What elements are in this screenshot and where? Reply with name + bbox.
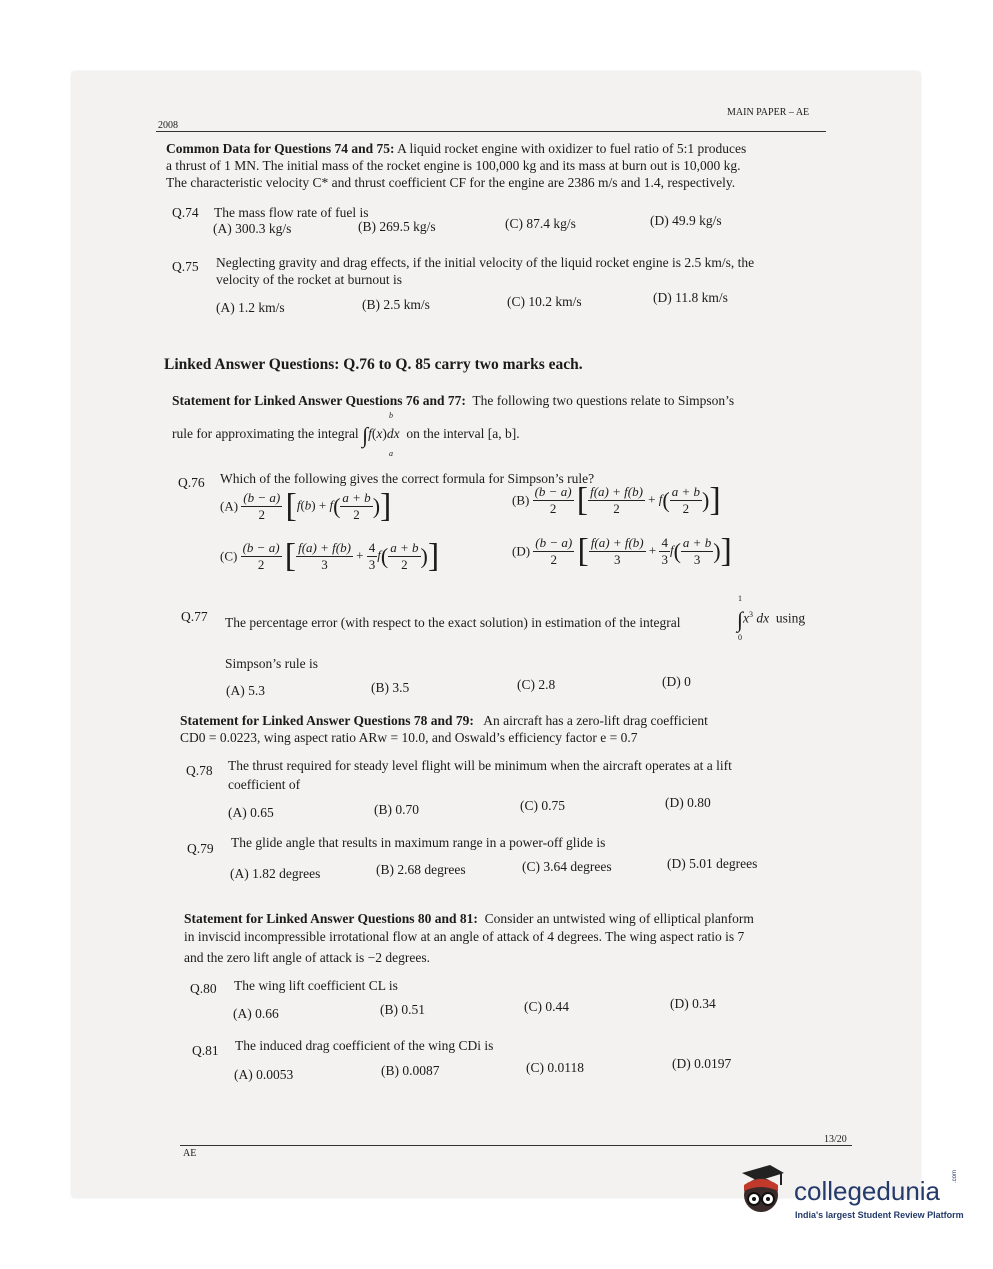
linked-heading: Linked Answer Questions: Q.76 to Q. 85 carry two marks each. bbox=[164, 356, 583, 373]
q80-option-a: (A) 0.66 bbox=[233, 1006, 279, 1021]
q77-option-d: (D) 0 bbox=[662, 674, 691, 689]
q74-option-a: (A) 300.3 kg/s bbox=[213, 221, 292, 236]
statement-76-77-line2: rule for approximating the integral ∫f(x)dx on the interval [a, b]. bbox=[172, 422, 520, 448]
q77-option-a: (A) 5.3 bbox=[226, 683, 265, 698]
q81-option-c: (C) 0.0118 bbox=[526, 1060, 584, 1075]
q76-text: Which of the following gives the correct formula for Simpson’s rule? bbox=[220, 471, 595, 486]
q75-option-d: (D) 11.8 km/s bbox=[653, 290, 728, 305]
brand-name: collegedunia bbox=[794, 1176, 941, 1206]
paper-year: 2008 bbox=[158, 120, 178, 131]
statement-76-77-line1: Statement for Linked Answer Questions 76 and 77: The following two questions relate to Simpson’s bbox=[172, 393, 735, 408]
integral-upper-b: b bbox=[389, 411, 393, 420]
paper-title: MAIN PAPER – AE bbox=[727, 107, 810, 118]
common-data-block bbox=[166, 140, 826, 191]
q74-option-b: (B) 269.5 kg/s bbox=[358, 219, 436, 234]
q76-option-c: (C) $\frac{(b - a)}{2}$ [ $\frac{f(a) + f(b)}{3}$ + $\frac{4}{3}$ f( $\frac{a + b}{2}$ )] bbox=[220, 537, 440, 575]
q74-option-d: (D) 49.9 kg/s bbox=[650, 213, 722, 228]
q81-option-a: (A) 0.0053 bbox=[234, 1067, 294, 1082]
brand-tagline: India's largest Student Review Platform bbox=[795, 1210, 964, 1220]
statement-80-81-line1: Statement for Linked Answer Questions 80 and 81: Consider an untwisted wing of elliptical planform bbox=[184, 911, 754, 926]
q77-number: Q.77 bbox=[181, 609, 208, 624]
q79-number: Q.79 bbox=[187, 841, 214, 856]
statement-78-79-line1: Statement for Linked Answer Questions 78 and 79: An aircraft has a zero-lift drag coefficient bbox=[180, 713, 708, 728]
q76-option-a: (A) $\frac{(b - a)}{2}$ [f(b) + f( $\frac{a + b}{2}$ )] bbox=[220, 487, 392, 525]
q80-option-d: (D) 0.34 bbox=[670, 996, 716, 1011]
q81-option-d: (D) 0.0197 bbox=[672, 1056, 732, 1071]
exam-page bbox=[72, 72, 920, 1197]
q78-option-d: (D) 0.80 bbox=[665, 795, 711, 810]
q77-text: The percentage error (with respect to the exact solution) in estimation of the integral bbox=[225, 615, 681, 630]
q78-number: Q.78 bbox=[186, 763, 213, 778]
q74-text: The mass flow rate of fuel is bbox=[214, 205, 369, 220]
paper-code: AE bbox=[183, 1148, 197, 1159]
common-data-line1: A liquid rocket engine with oxidizer to fuel ratio of 5:1 produces bbox=[397, 141, 747, 156]
brand-suffix: .com bbox=[952, 1169, 958, 1183]
q74-number: Q.74 bbox=[172, 205, 199, 220]
q79-text: The glide angle that results in maximum range in a power-off glide is bbox=[231, 835, 606, 850]
q75-option-a: (A) 1.2 km/s bbox=[216, 300, 285, 315]
q77-option-c: (C) 2.8 bbox=[517, 677, 556, 692]
common-data-heading: Common Data for Questions 74 and 75: bbox=[166, 141, 395, 156]
q77-integral-lower: 0 bbox=[738, 633, 742, 642]
common-data-line3: The characteristic velocity C* and thrust coefficient CF for the engine are 2386 m/s and 1.4, respectively. bbox=[166, 175, 736, 190]
q75-line1: Neglecting gravity and drag effects, if the initial velocity of the liquid rocket engine is 2.5 km/s, the bbox=[216, 255, 755, 270]
q81-number: Q.81 bbox=[192, 1043, 219, 1058]
statement-80-81-line2: in inviscid incompressible irrotational flow at an angle of attack of 4 degrees. The wing aspect ratio is 7 bbox=[184, 929, 745, 944]
q80-text: The wing lift coefficient CL is bbox=[234, 978, 398, 993]
q78-option-c: (C) 0.75 bbox=[520, 798, 565, 813]
q78-line1: The thrust required for steady level flight will be minimum when the aircraft operates at a lift bbox=[228, 758, 732, 773]
q77-option-b: (B) 3.5 bbox=[371, 680, 410, 695]
q77-integral: $\int x^3$ dx using bbox=[737, 606, 806, 632]
q79-option-c: (C) 3.64 degrees bbox=[522, 859, 612, 874]
q74-option-c: (C) 87.4 kg/s bbox=[505, 216, 576, 231]
q81-option-b: (B) 0.0087 bbox=[381, 1063, 440, 1078]
graduate-mascot-icon bbox=[734, 1163, 792, 1221]
q80-option-b: (B) 0.51 bbox=[380, 1002, 425, 1017]
footer-rule bbox=[180, 1145, 852, 1146]
q79-option-d: (D) 5.01 degrees bbox=[667, 856, 758, 871]
q75-number: Q.75 bbox=[172, 259, 199, 274]
q76-option-b: (B) $\frac{(b - a)}{2}$ [ $\frac{f(a) + f(b)}{2}$ + f( $\frac{a + b}{2}$ )] bbox=[512, 481, 721, 519]
q76-option-d: (D) $\frac{(b - a)}{2}$ [ $\frac{f(a) + f(b)}{3}$ + $\frac{4}{3}$ f( $\frac{a + b}{3}$ )] bbox=[512, 532, 732, 570]
q75-option-b: (B) 2.5 km/s bbox=[362, 297, 430, 312]
q76-number: Q.76 bbox=[178, 475, 205, 490]
q75-option-c: (C) 10.2 km/s bbox=[507, 294, 582, 309]
integral-lower-a: a bbox=[389, 449, 393, 458]
q79-option-b: (B) 2.68 degrees bbox=[376, 862, 466, 877]
q80-option-c: (C) 0.44 bbox=[524, 999, 569, 1014]
q77-line2: Simpson’s rule is bbox=[225, 656, 319, 671]
page-number: 13/20 bbox=[824, 1134, 847, 1145]
q75-line2: velocity of the rocket at burnout is bbox=[216, 272, 402, 287]
header-rule bbox=[156, 131, 826, 132]
q78-option-b: (B) 0.70 bbox=[374, 802, 419, 817]
statement-80-81-line3: and the zero lift angle of attack is −2 degrees. bbox=[184, 950, 431, 965]
common-data-line2: a thrust of 1 MN. The initial mass of the rocket engine is 100,000 kg and its mass at burn out is 10,000 kg. bbox=[166, 158, 741, 173]
q80-number: Q.80 bbox=[190, 981, 217, 996]
q79-option-a: (A) 1.82 degrees bbox=[230, 866, 321, 881]
q78-option-a: (A) 0.65 bbox=[228, 805, 274, 820]
q77-integral-upper: 1 bbox=[738, 594, 742, 603]
q78-line2: coefficient of bbox=[228, 777, 301, 792]
statement-78-79-line2: CD0 = 0.0223, wing aspect ratio ARw = 10.0, and Oswald’s efficiency factor e = 0.7 bbox=[180, 730, 638, 745]
q81-text: The induced drag coefficient of the wing CDi is bbox=[235, 1038, 494, 1053]
